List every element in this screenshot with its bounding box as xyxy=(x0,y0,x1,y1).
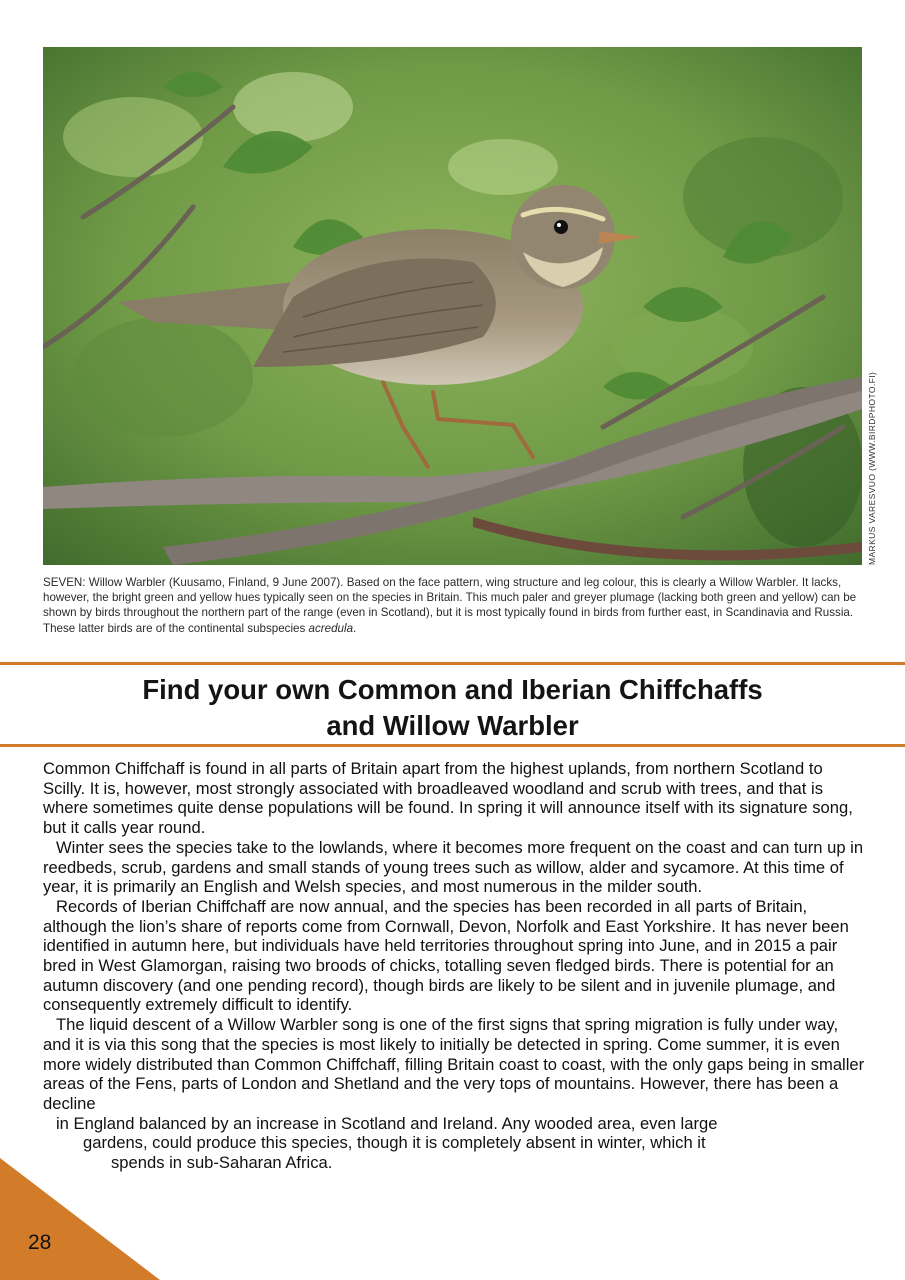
heading-rule-top xyxy=(0,662,905,665)
paragraph-1: Common Chiffchaff is found in all parts of Britain apart from the highest uplands, from northern Scotland to Scilly. It is, however, most strongly associated with broadleaved woodland and scrub with trees, and that is where sometimes quite dense populations will be found. In spring it will announce itself with its signature song, but it calls year round. xyxy=(43,759,853,838)
section-heading xyxy=(30,672,875,744)
heading-rule-bottom xyxy=(0,744,905,747)
paragraph-2: Winter sees the species take to the lowlands, where it becomes more frequent on the coast and can turn up in reedbeds, scrub, gardens and small stands of young trees such as willow, alder and sycamore. At this time of year, it is primarily an English and Welsh species, and most numerous in the milder south. xyxy=(43,837,864,897)
paragraph-4-line-c: spends in sub-Saharan Africa. xyxy=(111,1153,333,1173)
bird-illustration xyxy=(43,47,862,565)
paragraph-3: Records of Iberian Chiffchaff are now annual, and the species has been recorded in all parts of Britain, although the lion’s share of reports come from Cornwall, Devon, Norfolk and East Yorkshire. It has never been identified in autumn here, but individuals have held territories throughout spring into June, and in 2015 a pair bred in West Glamorgan, raising two broods of chicks, totalling seven fledged birds. There is potential for an autumn discovery (and one pending record), though birds are likely to be silent and in juvenile plumage, and consequently extremely difficult to identify. xyxy=(43,896,849,1015)
page-number: 28 xyxy=(28,1231,52,1254)
heading-line-2: and Willow Warbler xyxy=(326,710,579,741)
corner-accent xyxy=(0,1158,160,1280)
paragraph-4-line-a: in England balanced by an increase in Scotland and Ireland. Any wooded area, even large xyxy=(56,1113,718,1133)
caption-text: SEVEN: Willow Warbler (Kuusamo, Finland, 9 June 2007). Based on the face pattern, wing structure and leg colour, this is clearly a Willow Warbler. It lacks, however, the bright green and yellow hues typically seen on the species in Britain. This much paler and greyer plumage (lacking both green and yellow) can be shown by birds throughout the northern part of the range (even in Scotland), but it is most typically found in birds from further east, in Scandinavia and Russia. These latter birds are of the continental subspecies xyxy=(43,576,857,635)
willow-warbler-photo xyxy=(43,47,862,565)
photo-caption xyxy=(43,575,868,636)
paragraph-4: The liquid descent of a Willow Warbler song is one of the first signs that spring migration is fully under way, and it is via this song that the species is most likely to initially be detected in spring. Come summer, it is even more widely distributed than Common Chiffchaff, filling Britain coast to coast, with the only gaps being in smaller areas of the Fens, parts of London and Shetland and the very tops of mountains. However, there has been a decline xyxy=(43,1015,865,1113)
heading-line-1: Find your own Common and Iberian Chiffchaffs xyxy=(142,674,763,705)
caption-italic-term: acredula xyxy=(308,621,354,635)
paragraph-4-line-b: gardens, could produce this species, though it is completely absent in winter, which it xyxy=(83,1133,706,1153)
photo-credit: MARKUS VARESVUO (WWW.BIRDPHOTO.FI) xyxy=(867,371,877,565)
article-body xyxy=(43,759,868,1173)
caption-end: . xyxy=(353,621,357,635)
